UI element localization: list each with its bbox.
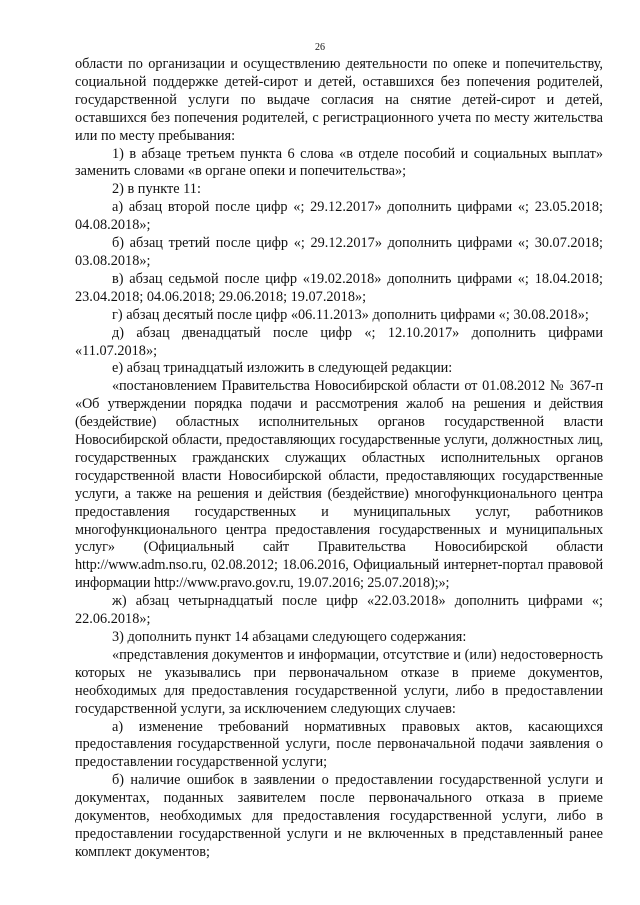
document-body bbox=[75, 56, 603, 862]
paragraph-item-3: 3) дополнить пункт 14 абзацами следующего содержания: bbox=[112, 629, 467, 645]
paragraph-item-2a: а) абзац второй после цифр «; 29.12.2017» дополнить цифрами «; 23.05.2018; 04.08.2018»; bbox=[75, 199, 603, 234]
paragraph-item-3-quote: «представления документов и информации, отсутствие и (или) недостоверность которых не указывались при первоначальном отказе в приеме документов, необходимых для предоставления государственной услуги, либо в предоставлении государственной услуги, за исключением следующих случаев: bbox=[75, 646, 603, 717]
paragraph-item-2g: г) абзац десятый после цифр «06.11.2013» дополнить цифрами «; 30.08.2018»; bbox=[112, 306, 589, 323]
paragraph-item-2e: е) абзац тринадцатый изложить в следующей редакции: bbox=[112, 360, 453, 377]
page-number: 26 bbox=[315, 42, 325, 53]
paragraph-item-2d: д) абзац двенадцатый после цифр «; 12.10.2017» дополнить цифрами «11.07.2018»; bbox=[75, 324, 603, 359]
paragraph-intro-continuation: области по организации и осуществлению деятельности по опеке и попечительству, социальной поддержке детей-сирот и детей, оставшихся без попечения родителей, государственной услуги по выдаче согласия на снятие детей-сирот и детей, оставшихся без попечения родителей, с регистрационного учета по месту жительства или по месту пребывания: bbox=[75, 56, 603, 144]
paragraph-item-2zh: ж) абзац четырнадцатый после цифр «22.03.2018» дополнить цифрами «; 22.06.2018»; bbox=[75, 593, 603, 628]
paragraph-item-3b: б) наличие ошибок в заявлении о предоставлении государственной услуги и документах, поданных заявителем после первоначального отказа в приеме документов, необходимых для предоставления государственной услуги, либо в предоставлении государственной услуги и не включенных в представленный ранее комплект документов; bbox=[75, 772, 603, 860]
paragraph-item-2b: б) абзац третий после цифр «; 29.12.2017» дополнить цифрами «; 30.07.2018; 03.08.2018»; bbox=[75, 235, 603, 269]
paragraph-item-3a: а) изменение требований нормативных правовых актов, касающихся предоставления государственной услуги, после первоначальной подачи заявления о предоставлении государственной услуги; bbox=[75, 718, 603, 771]
paragraph-item-2: 2) в пункте 11: bbox=[112, 181, 201, 198]
paragraph-item-2v: в) абзац седьмой после цифр «19.02.2018» дополнить цифрами «; 18.04.2018; 23.04.2018; 04.06.2018; 29.06.2018; 19.07.2018»; bbox=[75, 270, 603, 305]
paragraph-item-2e-quote: «постановлением Правительства Новосибирской области от 01.08.2012 № 367-п «Об утверждении порядка подачи и рассмотрения жалоб на решения и действия (бездействие) областных исполнительных органов государственной власти Новосибирской области, предоставляющих государственные услуги, должностных лиц, государственных гражданских служащих областных исполнительных органов государственной власти Новосибирской области, предоставляющих государственные услуги, а также на решения и действия (бездействие) многофункционального центра предоставления государственных и муниципальных услуг, работников многофункционального центра предоставления государственных и муниципальных услуг» (Официальный сайт Правительства Новосибирской области http://www.adm.nso.ru, 02.08.2012; 18.06.2016, Официальный интернет-портал правовой информации http://www.pravo.gov.ru, 19.07.2016; 25.07.2018);»; bbox=[75, 378, 603, 592]
paragraph-item-1: 1) в абзаце третьем пункта 6 слова «в отделе пособий и социальных выплат» заменить словами «в органе опеки и попечительства»; bbox=[75, 145, 603, 180]
